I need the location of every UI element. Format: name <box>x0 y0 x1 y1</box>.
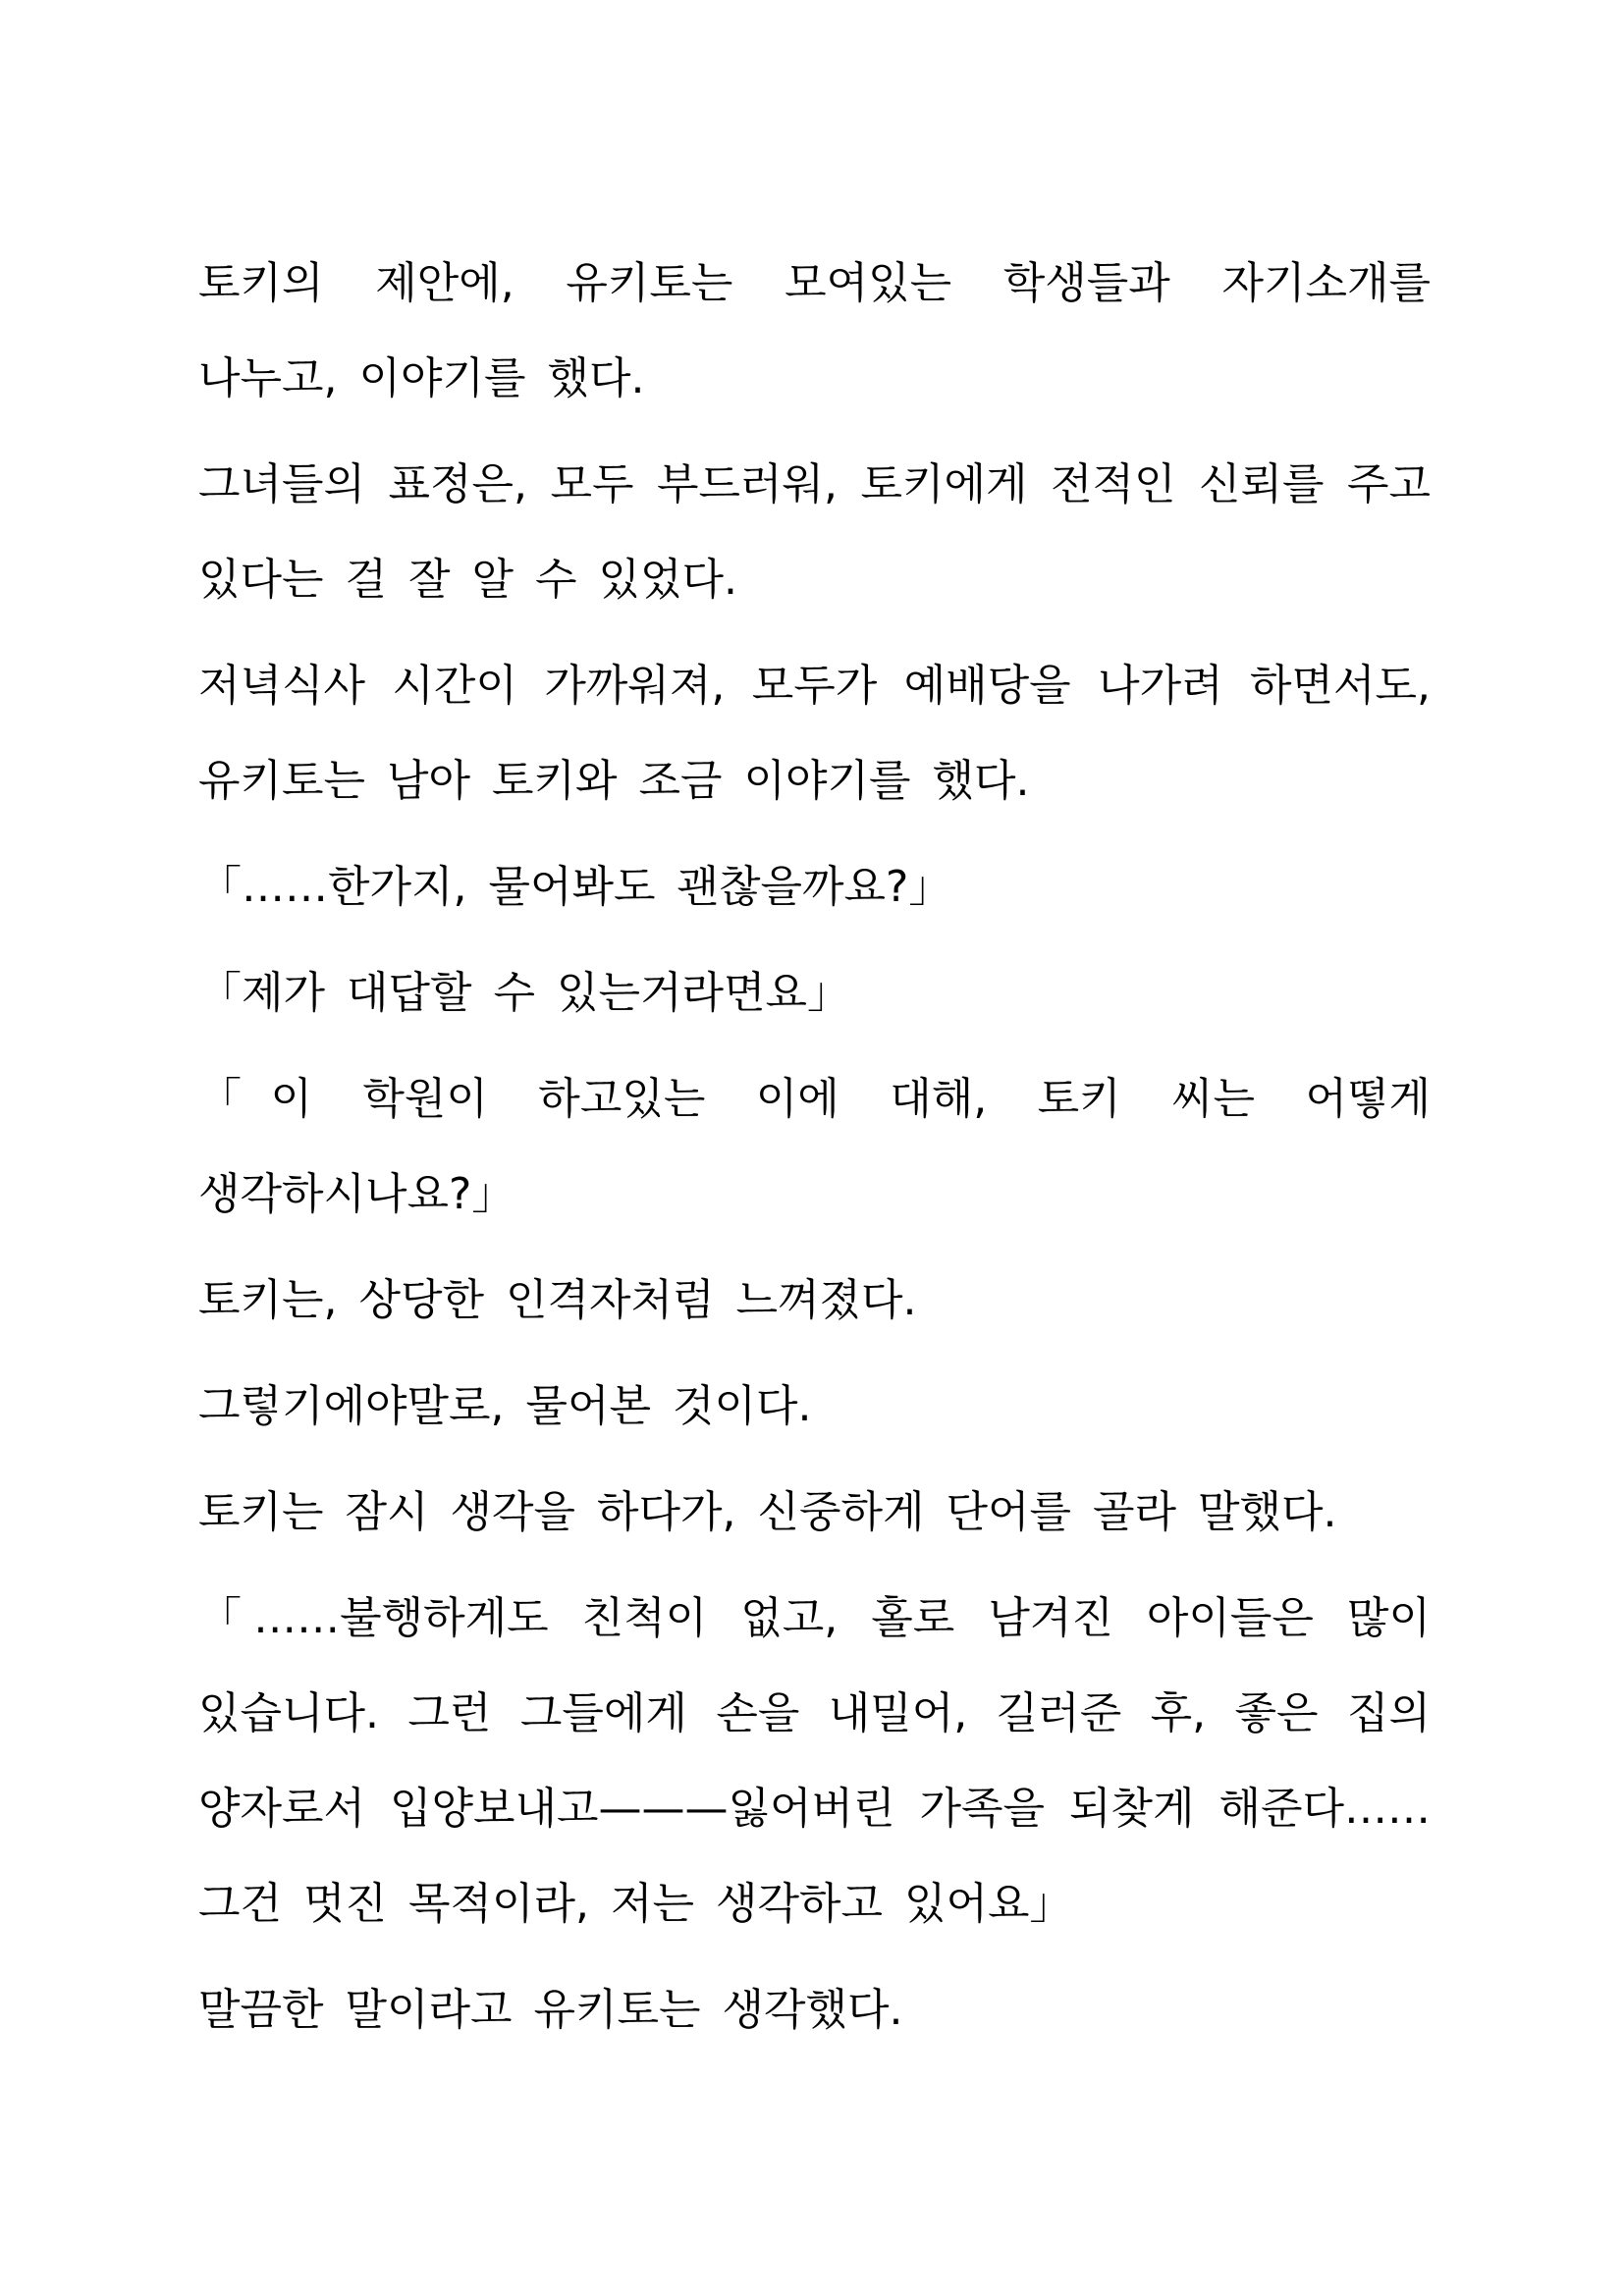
paragraph: 저녁식사 시간이 가까워져, 모두가 예배당을 나가려 하면서도, 유키토는 남아 토키와 조금 이야기를 했다. <box>198 661 1431 806</box>
paragraph: 그렇기에야말로, 물어본 것이다. <box>198 1381 812 1431</box>
paragraph: 토키는 잠시 생각을 하다가, 신중하게 단어를 골라 말했다. <box>198 1487 1337 1537</box>
dialogue-line: 「제가 대답할 수 있는거라면요」 <box>198 968 851 1018</box>
dialogue-line: 「이 학원이 하고있는 이에 대해, 토키 씨는 어떻게 생각하시나요?」 <box>198 1074 1431 1219</box>
text-body <box>198 236 1431 2068</box>
paragraph: 토키는, 상당한 인격자처럼 느껴졌다. <box>198 1275 917 1325</box>
dialogue-line: 「……불행하게도 친척이 없고, 홀로 남겨진 아이들은 많이 있습니다. 그런 그들에게 손을 내밀어, 길러준 후, 좋은 집의 양자로서 입양보내고———잃어버린 가족을 되찾게 해준다…… 그건 멋진 목적이라, 저는 생각하고 있어요」 <box>198 1593 1431 1929</box>
dialogue-line: 「……한가지, 물어봐도 괜찮을까요?」 <box>198 862 952 912</box>
paragraph: 토키의 제안에, 유키토는 모여있는 학생들과 자기소개를 나누고, 이야기를 했다. <box>198 258 1431 403</box>
paragraph: 그녀들의 표정은, 모두 부드러워, 토키에게 전적인 신뢰를 주고 있다는 걸 잘 알 수 있었다. <box>198 459 1431 605</box>
paragraph: 말끔한 말이라고 유키토는 생각했다. <box>198 1985 903 2035</box>
